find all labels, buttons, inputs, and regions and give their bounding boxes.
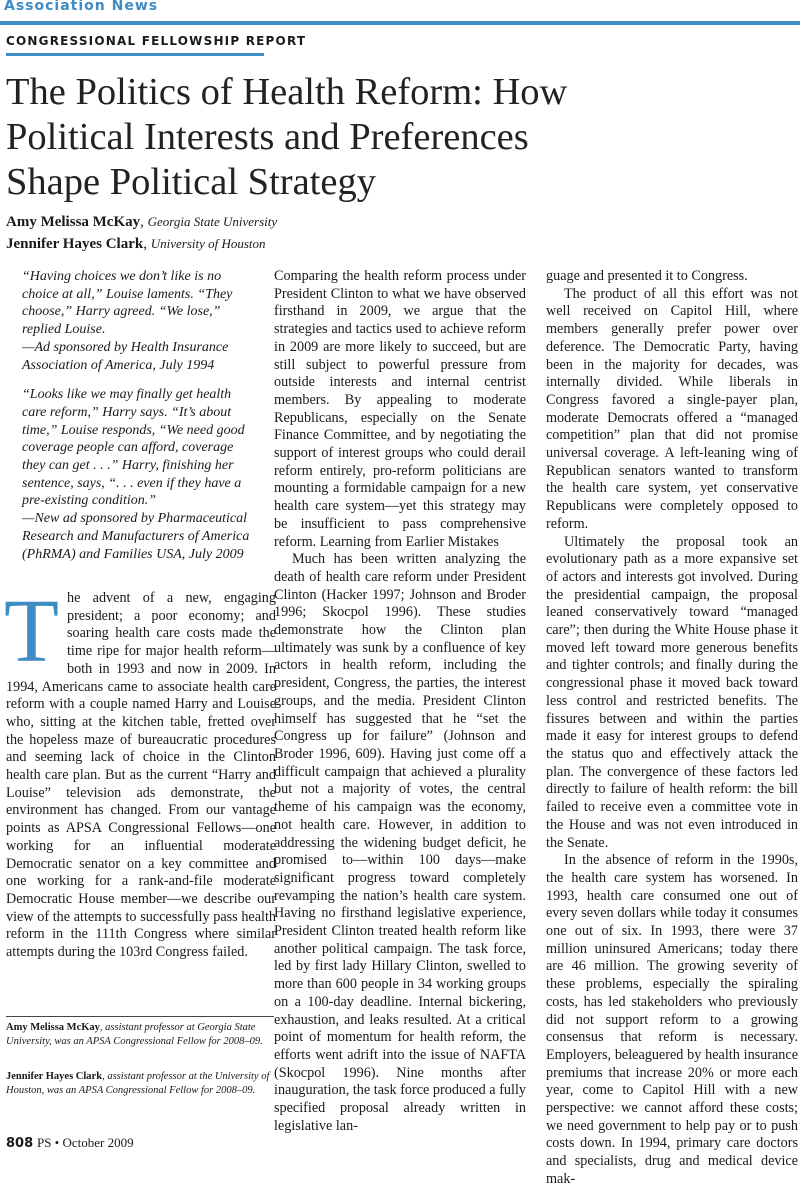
- section-label: Association News: [4, 0, 159, 14]
- epigraph-2: [22, 386, 258, 563]
- intro-paragraph: [4, 582, 276, 962]
- drop-cap: T: [4, 582, 59, 681]
- title-line: The Politics of Health Reform: How: [6, 71, 568, 113]
- report-label: CONGRESSIONAL FELLOWSHIP REPORT: [6, 34, 307, 48]
- column-2: [274, 268, 526, 1135]
- intro-text: he advent of a new, engaging president; a poor economy; and soaring health care costs made the time ripe for major health reform—both in 1993 and now in 2009. In 1994, Americans came to associate health care reform with a couple named Harry and Louise who, sitting at the kitchen table, fretted over the hopeless maze of bureaucratic procedures and seeming lack of choice in the Clinton health care plan. But as the current “Harry and Louise” television ads demonstrate, the environment has changed. From our vantage points as APSA Congressional Fellows—one working for an influential moderate Democratic senator on a key committee and one working for a rank-and-file moderate Democratic House member—we describe our view of the attempts to successfully pass health reform in the 111th Congress where similar attempts during the 103rd Congress failed.: [6, 590, 276, 961]
- footnote-author: Jennifer Hayes Clark: [6, 1071, 103, 1082]
- body-paragraph: Comparing the health reform process under President Clinton to what we have observed firsthand in 2009, we argue that the strategies and tactics used to achieve reform in 2009 are more likely to succeed, but are still subject to powerful pressure from outside interests and internal centrist members. By appealing to moderate Republicans, especially on the Senate Finance Committee, and by negotiating the support of interest groups who could derail reform entirely, pro-reform politicians are mounting a formidable campaign for a new health care system—yet this strategy may be insufficient to pass comprehensive reform. Learning from Earlier Mistakes: [274, 268, 526, 550]
- footnote-rule: [6, 1016, 274, 1017]
- footnote-text: , assistant professor at Georgia State University, was an APSA Congressional Fellow for 2008–09.: [6, 1022, 263, 1047]
- body-paragraph: Much has been written analyzing the death of health care reform under President Clinton (Hacker 1997; Johnson and Broder 1996; Skocpol 1996). These studies demonstrate how the Clinton plan ultimately was sunk by a confluence of key actors in health reform, including the president, Congress, the parties, the interest groups, and the media. President Clinton himself has suggested that he “set the Congress up for failure” (Johnson and Broder 1996, 609). Having just come off a difficult campaign that achieved a plurality but not a majority of votes, the central theme of his campaign was the economy, not health care. However, in addition to addressing the widening budget deficit, he promised to—within 100 days—make significant progress toward completely revamping the nation’s health care system. Having no firsthand legislative experience, President Clinton treated health reform like another political campaign. The task force, led by first lady Hillary Clinton, swelled to more than 600 people in 34 working groups on a 100-day deadline. Internal bickering, exhaustion, and leaks resulted. At a critical point of momentum for health reform, the efforts went adrift into the issue of NAFTA (Skocpol 1996). Nine months after inauguration, the task force produced a fully specified proposal already written in legislative lan-: [274, 551, 526, 1134]
- footnote-text: , assistant professor at the University of Houston, was an APSA Congressional Fellow for 2008–09.: [6, 1071, 270, 1096]
- header-rule: [0, 21, 800, 25]
- section-header: [0, 0, 800, 17]
- epigraph: [22, 268, 258, 575]
- author-affiliation: Georgia State University: [147, 214, 278, 229]
- footnote: [6, 1021, 272, 1049]
- footnote-author: Amy Melissa McKay: [6, 1022, 100, 1033]
- epigraph-quote: “Having choices we don’t like is no choice at all,” Louise laments. “They choose,” Harry agreed. “We lose,” replied Louise.: [22, 269, 233, 338]
- journal-info: PS • October 2009: [36, 1135, 134, 1150]
- body-paragraph: Ultimately the proposal took an evolutionary path as a more expansive set of actors and interests got involved. During the presidential campaign, the proposal leaned conservatively toward “managed care”; then during the White House phase it moved left toward more generous benefits and tighter controls; and finally during the congressional phase it moved back toward less control and restricted benefits. The fissures between and within the parties made it easy for interest groups to defend the status quo and effectively attack the plan. The convergence of these factors led directly to failure of health reform: the bill failed to receive even a committee vote in the House and was not even introduced in the Senate.: [546, 533, 798, 851]
- author-line: Amy Melissa McKay, Georgia State University: [6, 214, 278, 230]
- body-paragraph: guage and presented it to Congress.: [546, 268, 748, 284]
- body-paragraph: The product of all this effort was not well received on Capitol Hill, where members generally prefer power over deference. The Democratic Party, having been in the majority for decades, was internally divided. While liberals in Congress favored a single-payer plan, moderate Democrats offered a “managed competition” plan that did not promise universal coverage. A left-leaning wing of Republican senators wanted to transform the health care system, yet conservative Republicans were completely opposed to reform.: [546, 285, 798, 532]
- epigraph-source: —Ad sponsored by Health Insurance Association of America, July 1994: [22, 339, 229, 373]
- article-title: [6, 70, 796, 205]
- title-line: Political Interests and Preferences: [6, 116, 529, 158]
- author-name: Amy Melissa McKay: [6, 214, 141, 230]
- body-paragraph: In the absence of reform in the 1990s, the health care system has worsened. In 1993, health care consumed one out of every seven dollars while today it consumes one out of six. In 1993, there were 37 million uninsured Americans; today there are 46 million. The growing severity of these problems, especially the spiraling costs, has led stakeholders who previously did not support reform to a growing consensus that reform is necessary. Employers, beleaguered by health insurance premiums that increase 20% or more each year, come to Capitol Hill with a new perspective: we cannot afford these costs; we need government to help pay or to push costs down. In 1994, primary care doctors and specialists, drug and medical device mak-: [546, 852, 798, 1187]
- author-affiliation: University of Houston: [150, 236, 266, 251]
- author-name: Jennifer Hayes Clark: [6, 236, 144, 252]
- page-number: 808: [6, 1136, 34, 1151]
- epigraph-1: [22, 268, 258, 374]
- footnote: [6, 1070, 272, 1098]
- column-3: [546, 268, 798, 1189]
- title-line: Shape Political Strategy: [6, 161, 376, 203]
- epigraph-source: —New ad sponsored by Pharmaceutical Research and Manufacturers of America (PhRMA) and Families USA, July 2009: [22, 511, 250, 562]
- epigraph-quote: “Looks like we may finally get health care reform,” Harry says. “It’s about time,” Louise responds, “We need good coverage people can afford, coverage they can get . . .” Harry, finishing her sentence, says, “. . . even if they have a pre-existing condition.”: [22, 387, 245, 509]
- report-underline: [6, 53, 264, 56]
- page-footer: [6, 1135, 134, 1151]
- author-line: Jennifer Hayes Clark, University of Houston: [6, 236, 266, 252]
